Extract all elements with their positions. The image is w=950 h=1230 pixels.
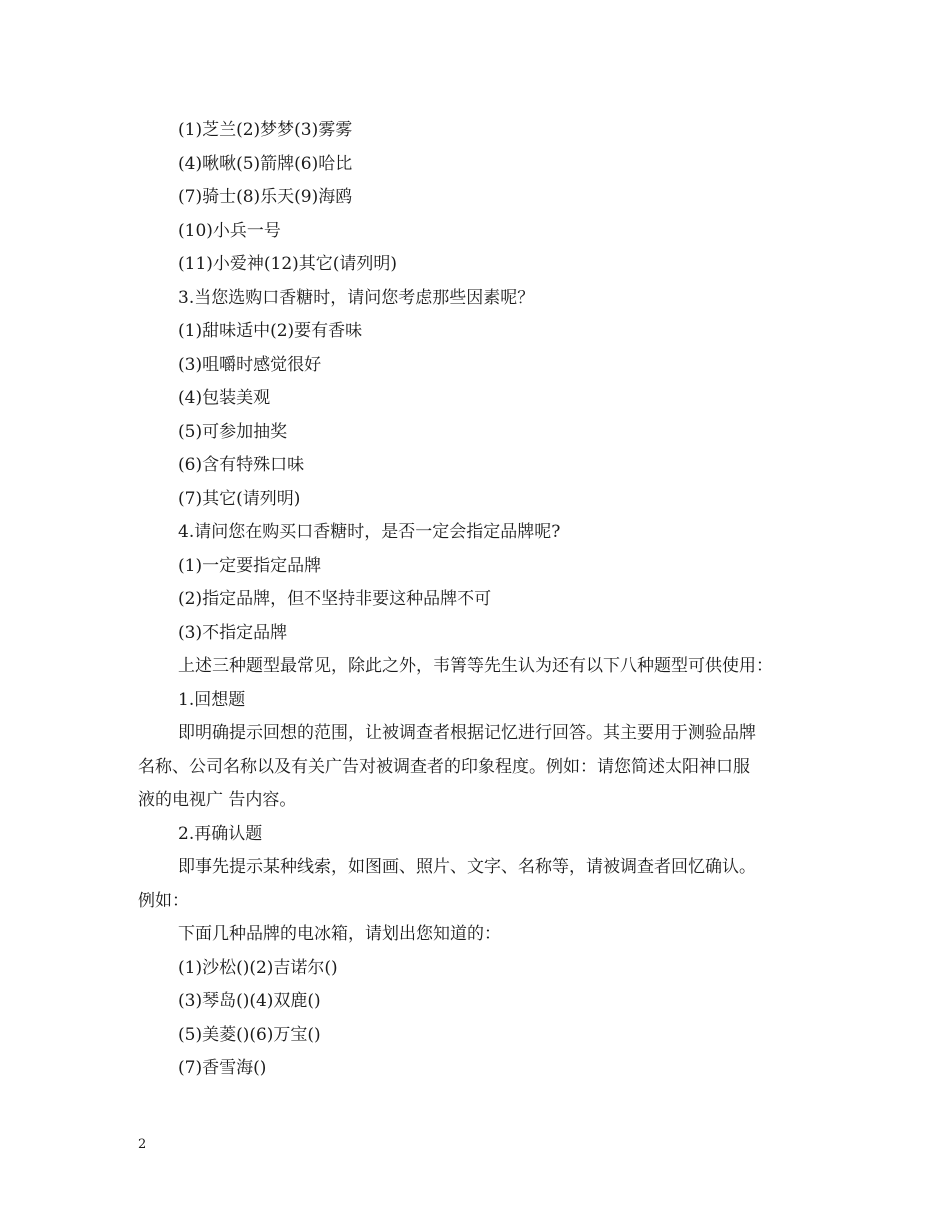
text-line: (4)啾啾(5)箭牌(6)哈比 xyxy=(178,153,353,174)
text-line: (7)其它(请列明) xyxy=(178,488,301,509)
text-line: (1)一定要指定品牌 xyxy=(178,555,322,576)
text-line: (3)琴岛()(4)双鹿() xyxy=(178,991,321,1011)
page-number: 2 xyxy=(138,1137,147,1152)
text-line: (1)甜味适中(2)要有香味 xyxy=(178,321,363,341)
text-line: (3)不指定品牌 xyxy=(178,622,288,643)
text-line: (1)芝兰(2)梦梦(3)雾雾 xyxy=(178,120,353,140)
text-line: (4)包装美观 xyxy=(178,388,271,408)
text-line: (5)美菱()(6)万宝() xyxy=(178,1024,321,1045)
text-line: 3.当您选购口香糖时，请问您考虑那些因素呢？ xyxy=(178,287,535,308)
text-line: 上述三种题型最常见，除此之外，韦箐等先生认为还有以下八种题型可供使用： xyxy=(178,656,773,676)
text-line: (11)小爱神(12)其它(请列明) xyxy=(178,254,398,274)
text-line: 即明确提示回想的范围，让被调查者根据记忆进行回答。其主要用于测验品牌 xyxy=(178,723,756,743)
text-line: 名称、公司名称以及有关广告对被调查者的印象程度。例如：请您简述太阳神口服 xyxy=(138,756,750,777)
text-line: (2)指定品牌，但不坚持非要这种品牌不可 xyxy=(178,589,492,609)
text-line: (7)香雪海() xyxy=(178,1058,267,1078)
text-line: 2.再确认题 xyxy=(178,823,263,844)
text-line: (1)沙松()(2)吉诺尔() xyxy=(178,957,338,978)
text-line: (5)可参加抽奖 xyxy=(178,421,288,442)
text-line: 1.回想题 xyxy=(178,689,246,710)
text-line: 下面几种品牌的电冰箱，请划出您知道的： xyxy=(178,924,501,944)
text-line: (10)小兵一号 xyxy=(178,220,281,241)
text-line: 即事先提示某种线索，如图画、照片、文字、名称等，请被调查者回忆确认。 xyxy=(178,857,756,877)
text-line: (3)咀嚼时感觉很好 xyxy=(178,354,322,375)
text-line: 例如： xyxy=(138,890,189,911)
document-body xyxy=(138,114,818,1086)
text-line: (7)骑士(8)乐天(9)海鸥 xyxy=(178,187,353,207)
text-line: 液的电视广 告内容。 xyxy=(138,790,297,810)
text-line: (6)含有特殊口味 xyxy=(178,455,305,475)
text-line: 4.请问您在购买口香糖时，是否一定会指定品牌呢? xyxy=(178,522,561,542)
